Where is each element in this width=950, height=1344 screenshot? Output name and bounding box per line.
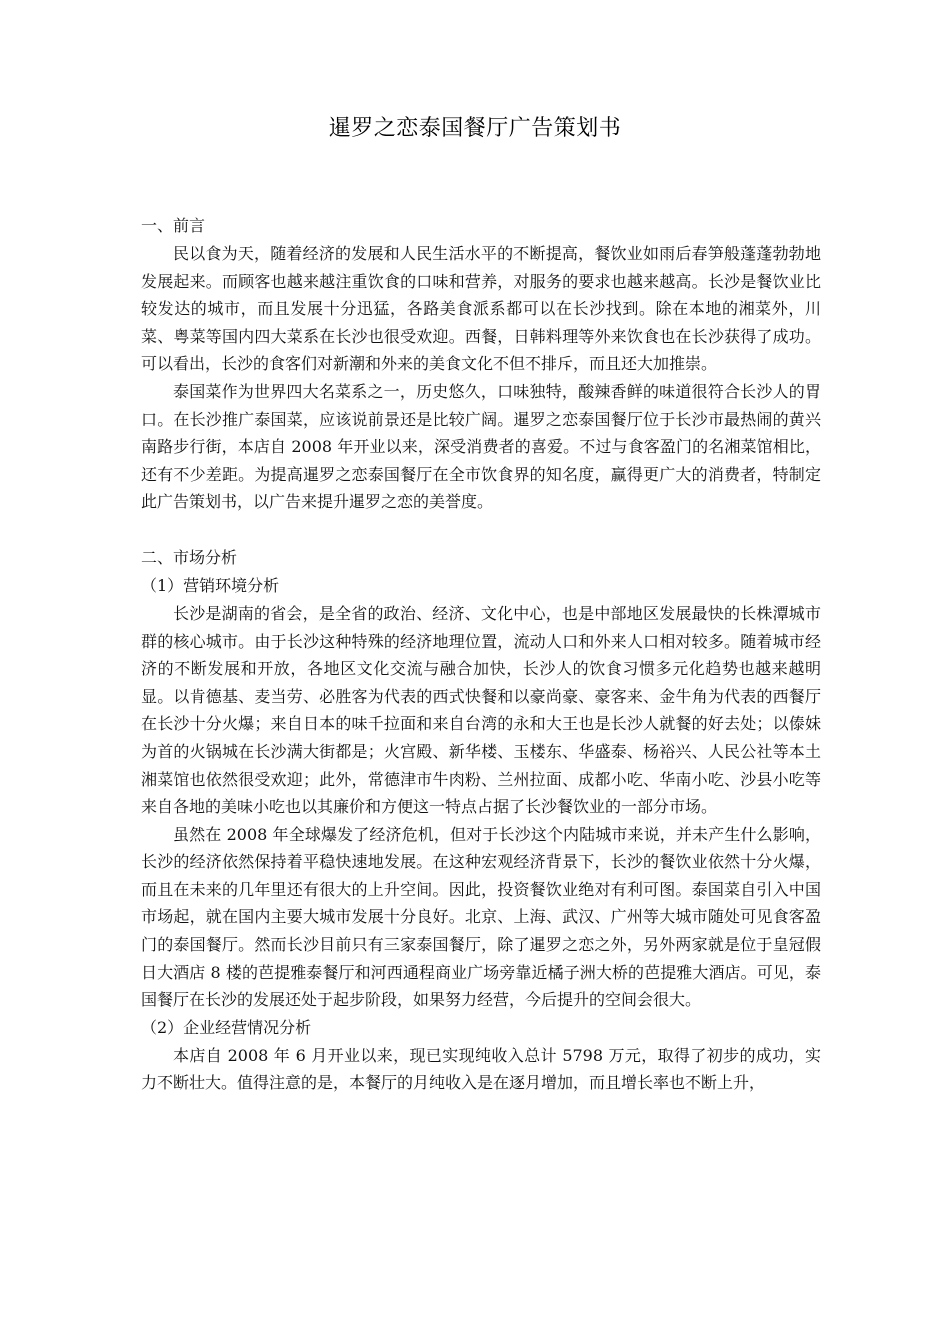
- section-heading-preface: 一、前言: [141, 216, 206, 235]
- paragraph: 虽然在 2008 年全球爆发了经济危机，但对于长沙这个内陆城市来说，并未产生什么影响，长沙的经济依然保持着平稳快速地发展。在这种宏观经济背景下，长沙的餐饮业依然十分火爆，而且在未来的几年里还有很大的上升空间。因此，投资餐饮业绝对有利可图。泰国菜自引入中国市场起，就在国内主要大城市发展十分良好。北京、上海、武汉、广州等大城市随处可见食客盈门的泰国餐厅。然而长沙目前只有三家泰国餐厅，除了暹罗之恋之外，另外两家就是位于皇冠假日大酒店 8 楼的芭提雅泰餐厅和河西通程商业广场旁靠近橘子洲大桥的芭提雅大酒店。可见，泰国餐厅在长沙的发展还处于起步阶段，如果努力经营，今后提升的空间会很大。: [141, 824, 821, 1010]
- paragraph: 泰国菜作为世界四大名菜系之一，历史悠久，口味独特，酸辣香鲜的味道很符合长沙人的胃口。在长沙推广泰国菜，应该说前景还是比较广阔。暹罗之恋泰国餐厅位于长沙市最热闹的黄兴南路步行街，本店自 2008 年开业以来，深受消费者的喜爱。不过与食客盈门的名湘菜馆相比，还有不少差距。为提高暹罗之恋泰国餐厅在全市饮食界的知名度，赢得更广大的消费者，特制定此广告策划书，以广告来提升暹罗之恋的美誉度。: [141, 381, 821, 512]
- spacer: [141, 516, 821, 544]
- subsection-heading-marketing-environment: （1）营销环境分析: [141, 575, 280, 595]
- document-title: 暹罗之恋泰国餐厅广告策划书: [328, 116, 622, 141]
- subsection-heading-business-operations: （2）企业经营情况分析: [141, 1017, 312, 1037]
- paragraph: 本店自 2008 年 6 月开业以来，现已实现纯收入总计 5798 万元，取得了初步的成功，实力不断壮大。值得注意的是，本餐厅的月纯收入是在逐月增加，而且增长率也不断上升，: [141, 1045, 821, 1093]
- document-body: [141, 212, 821, 1097]
- paragraph: 长沙是湖南的省会，是全省的政治、经济、文化中心，也是中部地区发展最快的长株潭城市群的核心城市。由于长沙这种特殊的经济地理位置，流动人口和外来人口相对较多。随着城市经济的不断发展和开放，各地区文化交流与融合加快，长沙人的饮食习惯多元化趋势也越来越明显。以肯德基、麦当劳、必胜客为代表的西式快餐和以豪尚豪、豪客来、金牛角为代表的西餐厅在长沙十分火爆；来自日本的味千拉面和来自台湾的永和大王也是长沙人就餐的好去处；以傣妹为首的火锅城在长沙满大街都是；火宫殿、新华楼、玉楼东、华盛泰、杨裕兴、人民公社等本土湘菜馆也依然很受欢迎；此外，常德津市牛肉粉、兰州拉面、成都小吃、华南小吃、沙县小吃等来自各地的美味小吃也以其廉价和方便这一特点占据了长沙餐饮业的一部分市场。: [141, 603, 821, 817]
- section-heading-market-analysis: 二、市场分析: [141, 547, 238, 567]
- paragraph: 民以食为天，随着经济的发展和人民生活水平的不断提高，餐饮业如雨后春笋般蓬蓬勃勃地发展起来。而顾客也越来越注重饮食的口味和营养，对服务的要求也越来越高。长沙是餐饮业比较发达的城市，而且发展十分迅猛，各路美食派系都可以在长沙找到。除在本地的湘菜外，川菜、粤菜等国内四大菜系在长沙也很受欢迎。西餐，日韩料理等外来饮食也在长沙获得了成功。可以看出，长沙的食客们对新潮和外来的美食文化不但不排斥，而且还大加推崇。: [141, 244, 821, 374]
